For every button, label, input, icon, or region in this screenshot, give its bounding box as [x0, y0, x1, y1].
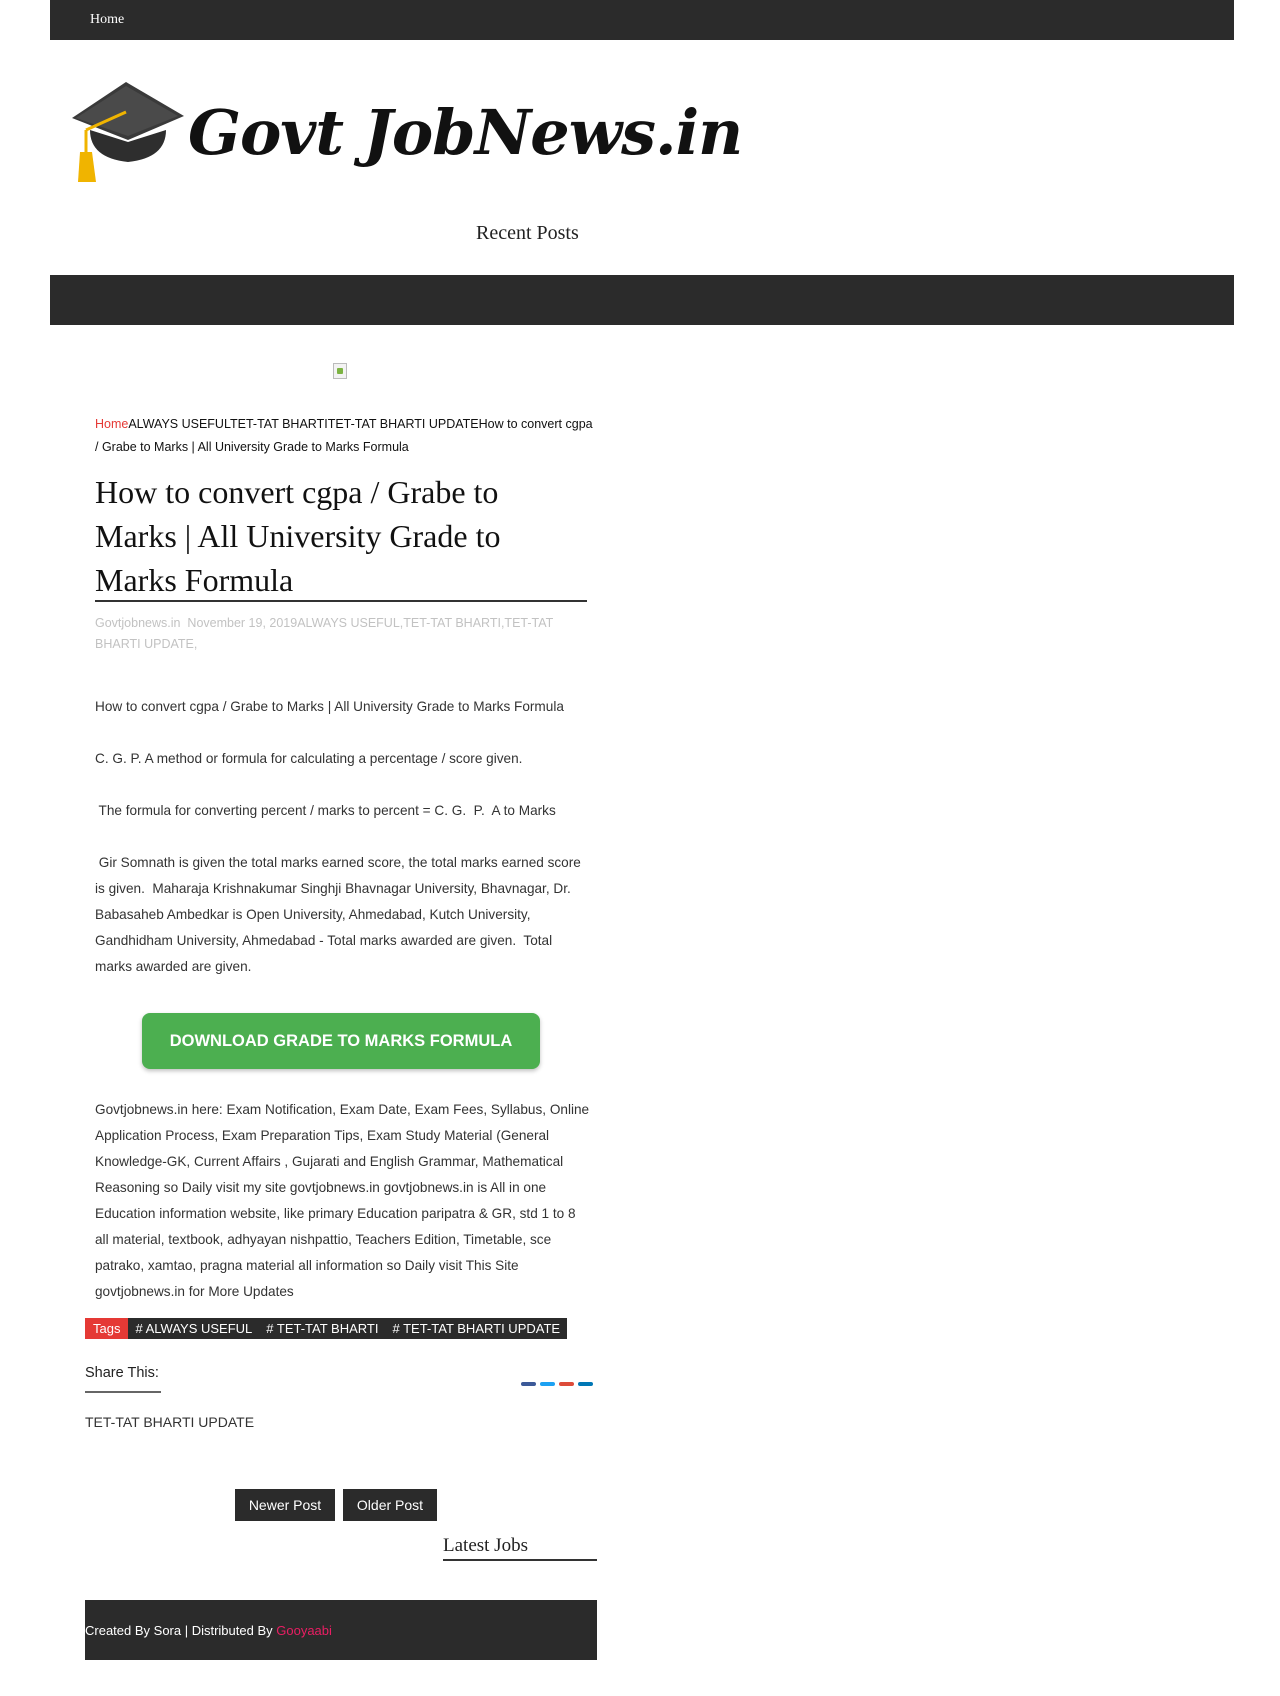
older-post-button[interactable]: Older Post — [343, 1489, 437, 1521]
footer-brand-link[interactable]: Gooyaabi — [276, 1623, 332, 1638]
title-divider — [95, 600, 587, 602]
post-paragraph-2: C. G. P. A method or formula for calculating a percentage / score given. — [95, 751, 523, 766]
tag-tet-tat-bharti[interactable]: # TET-TAT BHARTI — [259, 1318, 385, 1339]
graduation-cap-icon — [70, 82, 186, 190]
post-paragraph-1: How to convert cgpa / Grabe to Marks | All University Grade to Marks Formula — [95, 699, 564, 714]
latest-jobs-divider — [443, 1559, 597, 1561]
post-author[interactable]: Govtjobnews.in — [95, 616, 181, 630]
logo-text: Govt JobNews.in — [188, 96, 743, 169]
latest-jobs-heading: Latest Jobs — [443, 1535, 528, 1556]
footer-credit — [85, 1623, 332, 1638]
newer-post-button[interactable]: Newer Post — [235, 1489, 335, 1521]
twitter-share-icon[interactable] — [540, 1382, 555, 1386]
breadcrumb-tet-tat-bharti-update[interactable]: TET-TAT BHARTI UPDATE — [327, 417, 479, 431]
linkedin-share-icon[interactable] — [578, 1382, 593, 1386]
tag-tet-tat-bharti-update[interactable]: # TET-TAT BHARTI UPDATE — [385, 1318, 567, 1339]
facebook-share-icon[interactable] — [521, 1382, 536, 1386]
tags-bar — [85, 1318, 567, 1339]
share-label: Share This: — [85, 1365, 159, 1381]
tags-label: Tags — [85, 1318, 128, 1339]
tag-always-useful[interactable]: # ALWAYS USEFUL — [128, 1318, 259, 1339]
footer-created-text: Created By Sora | Distributed By — [85, 1623, 277, 1638]
related-label-link[interactable]: TET-TAT BHARTI UPDATE — [85, 1414, 255, 1430]
share-divider — [85, 1391, 161, 1393]
post-footer-paragraph: Govtjobnews.in here: Exam Notification, Exam Date, Exam Fees, Syllabus, Online Application Process, Exam Preparation Tips, Exam Study Material (General Knowledge-GK, Current Affairs , Gujarati and English Grammar, Mathematical Reasoning so Daily visit my site govtjobnews.in govtjobnews.in is All in one Education information website, like primary Education paripatra & GR, std 1 to 8 all material, textbook, adhyayan nishpattio, Teachers Edition, Timetable, sce patrako, xamtao, pragna material all information so Daily visit This Site govtjobnews.in for More Updates — [95, 1102, 590, 1299]
home-link[interactable]: Home — [90, 12, 125, 27]
breadcrumb — [95, 413, 595, 459]
main-menu-bar — [50, 275, 1234, 325]
breadcrumb-tet-tat-bharti[interactable]: TET-TAT BHARTI — [230, 417, 328, 431]
site-footer — [85, 1600, 597, 1660]
post-title: How to convert cgpa / Grabe to Marks | All University Grade to Marks Formula — [95, 474, 501, 598]
broken-image-icon — [333, 363, 347, 379]
post-paragraph-3: The formula for converting percent / marks to percent = C. G. P. A to Marks — [95, 803, 556, 818]
post-date: November 19, 2019 — [187, 616, 298, 630]
post-meta — [95, 613, 585, 655]
breadcrumb-always-useful[interactable]: ALWAYS USEFUL — [128, 417, 230, 431]
share-buttons — [521, 1373, 597, 1378]
download-formula-button[interactable]: DOWNLOAD GRADE TO MARKS FORMULA — [142, 1013, 540, 1069]
breadcrumb-home[interactable]: Home — [95, 417, 129, 431]
site-logo[interactable] — [70, 82, 790, 200]
top-navbar — [50, 0, 1234, 40]
breadcrumb-current: How to convert cgpa / Grabe to Marks | All University Grade to Marks Formula — [95, 417, 593, 454]
post-labels[interactable]: ALWAYS USEFUL,TET-TAT BHARTI,TET-TAT BHARTI UPDATE, — [95, 616, 554, 651]
recent-posts-heading: Recent Posts — [476, 222, 579, 244]
google-plus-share-icon[interactable] — [559, 1382, 574, 1386]
post-paragraph-4: Gir Somnath is given the total marks earned score, the total marks earned score is given. Maharaja Krishnakumar Singhji Bhavnagar University, Bhavnagar, Dr. Babasaheb Ambedkar is Open University, Ahmedabad, Kutch University, Gandhidham University, Ahmedabad - Total marks awarded are given. Total marks awarded are given. — [95, 855, 585, 974]
